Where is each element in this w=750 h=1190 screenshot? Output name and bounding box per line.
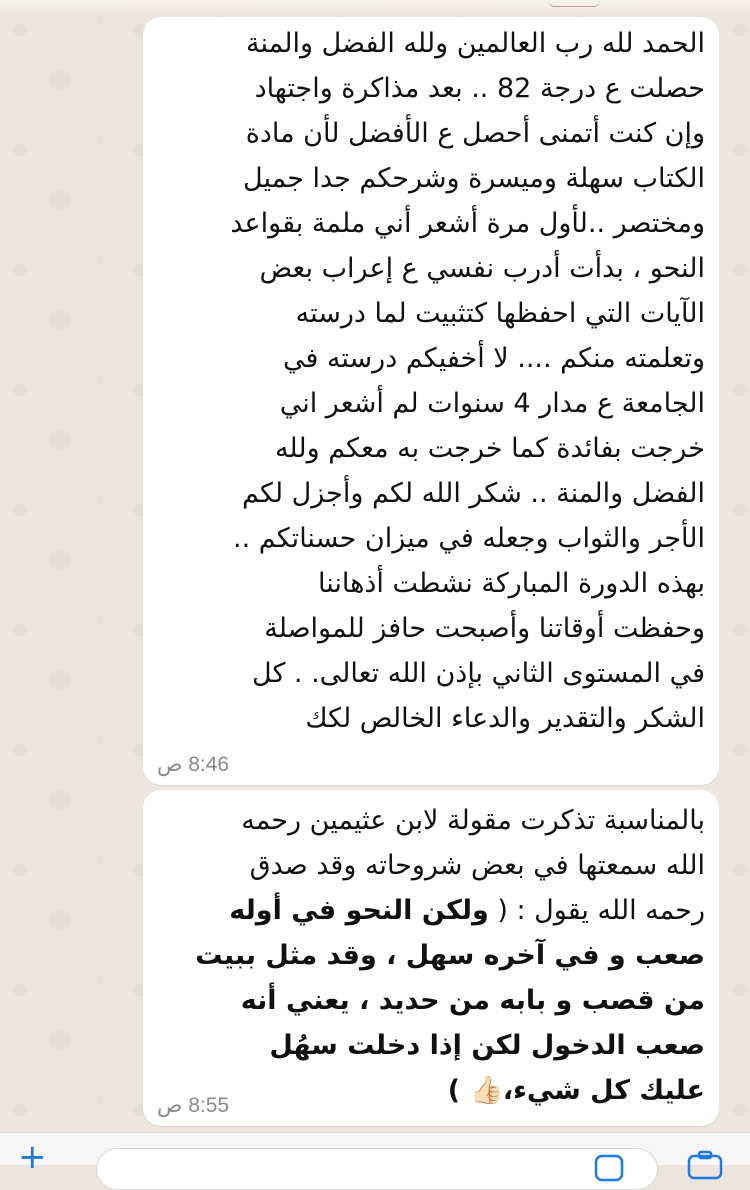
message-bubble-1[interactable] (143, 17, 719, 785)
top-edge (0, 0, 750, 14)
message-time-1: 8:46 ص (157, 753, 230, 776)
logo-watermark (548, 0, 600, 7)
message-time-2: 8:55 ص (157, 1094, 230, 1117)
camera-icon[interactable] (686, 1150, 726, 1164)
message-text-2-quote: ولكن النحو في أوله صعب و في آخره سهل ، وقد مثل ببيت من قصب و بابه من حديد ، يعني أنه صعب الدخول لكن إذا دخلت سهُل عليك كل شيء، (195, 895, 705, 1106)
message-text-1: الحمد لله رب العالمين ولله الفضل والمنة حصلت ع درجة 82 .. بعد مذاكرة واجتهاد وإن كنت أتمنى أحصل ع الأفضل لأن مادة الكتاب سهلة وميسرة وشرحكم جدا جميل ومختصر ..لأول مرة أشعر أني ملمة بقواعد النحو ، بدأت أدرب نفسي ع إعراب بعض الآيات التي احفظها كتثبيت لما درسته وتعلمته منكم .... لا أخفيكم درسته في الجامعة ع مدار 4 سنوات لم أشعر اني خرجت بفائدة كما خرجت به معكم ولله الفضل والمنة .. شكر الله لكم وأجزل لكم الأجر والثواب وجعله في ميزان حسناتكم .. بهذه الدورة المباركة نشطت أذهاننا وحفظت أوقاتنا وأصبحت حافز للمواصلة في المستوى الثاني بإذن الله تعالى. . كل الشكر والتقدير والدعاء الخالص لكك (230, 28, 705, 734)
message-text-2 (153, 798, 705, 1113)
thumbs-up-emoji: 👍🏻 (469, 1075, 503, 1106)
message-text-2-end: ) (447, 1075, 470, 1106)
message-text-2-regular: بالمناسبة تذكرت مقولة لابن عثيمين رحمه الله سمعتها في بعض شروحاته وقد صدق رحمه الله يقول : ( (241, 805, 705, 926)
message-bubble-2[interactable] (143, 790, 719, 1126)
message-input[interactable] (96, 1148, 658, 1190)
sticker-icon[interactable] (592, 1152, 628, 1164)
plus-icon[interactable]: + (18, 1137, 47, 1177)
